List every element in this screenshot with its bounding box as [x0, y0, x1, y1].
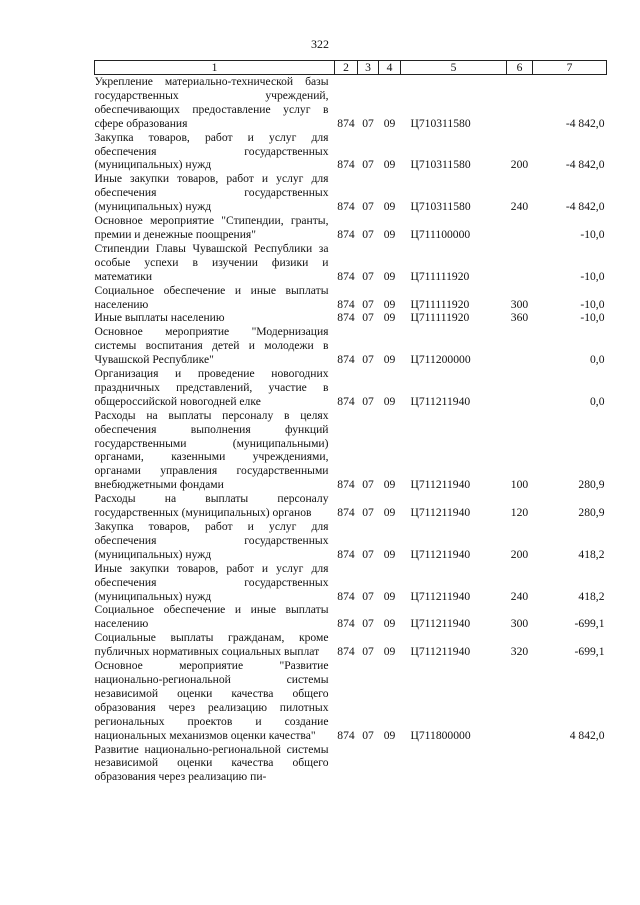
- razdel-cell: 07: [362, 269, 374, 283]
- razdel-cell: 07: [362, 547, 374, 561]
- amount-cell: -10,0: [580, 297, 605, 311]
- podrazdel-cell: 09: [383, 158, 396, 172]
- target-article-cell: Ц711800000: [410, 728, 471, 742]
- amount-cell: -699,1: [574, 617, 605, 631]
- expense-type-cell: 200: [510, 158, 529, 172]
- glava-cell: 874: [337, 158, 355, 172]
- podrazdel-cell: 09: [383, 589, 396, 603]
- row-name-cell: Укрепление материально-технической базы государственных учреждений, обеспечивающих предоставление услуг в сфере образования: [94, 75, 329, 130]
- page-number: 322: [311, 37, 329, 51]
- expense-type-cell: [507, 325, 533, 367]
- podrazdel-cell: 09: [383, 200, 396, 214]
- podrazdel-cell: 09: [383, 547, 396, 561]
- row-name-cell: Расходы на выплаты персоналу государственных (муниципальных) органов: [94, 492, 329, 520]
- amount-cell: 418,2: [578, 547, 605, 561]
- glava-cell: 874: [337, 589, 355, 603]
- razdel-cell: [358, 743, 379, 785]
- podrazdel-cell: 09: [383, 269, 396, 283]
- expense-type-cell: 120: [510, 506, 529, 520]
- table-row: [95, 131, 607, 173]
- amount-cell: 418,2: [578, 589, 605, 603]
- target-article-cell: Ц711211940: [410, 617, 471, 631]
- glava-cell: 874: [337, 353, 355, 367]
- table-row: [95, 311, 607, 325]
- glava-cell: 874: [337, 269, 355, 283]
- amount-cell: 280,9: [578, 506, 605, 520]
- glava-cell: 874: [337, 728, 355, 742]
- row-name-cell: Основное мероприятие "Развитие национально-региональной системы независимой оценки качества общего образования через реализацию пилотных региональных проектов и создание национальных механизмов оценки качества": [94, 659, 329, 742]
- row-name-cell: Развитие национально-региональной системы независимой оценки качества общего образования через реализацию пи-: [94, 742, 329, 784]
- column-header: 1: [95, 61, 335, 75]
- podrazdel-cell: 09: [383, 311, 396, 325]
- expense-type-cell: [507, 214, 533, 242]
- razdel-cell: 07: [362, 158, 374, 172]
- column-header: 5: [401, 61, 507, 75]
- razdel-cell: 07: [362, 353, 374, 367]
- table-row: [95, 743, 607, 785]
- column-header: 2: [335, 61, 358, 75]
- expense-type-cell: 360: [510, 311, 529, 325]
- glava-cell: 874: [337, 394, 355, 408]
- table-row: [95, 492, 607, 520]
- column-header: 7: [533, 61, 607, 75]
- row-name-cell: Социальное обеспечение и иные выплаты населению: [94, 603, 329, 631]
- table-row: [95, 284, 607, 312]
- amount-cell: 0,0: [590, 353, 605, 367]
- expense-type-cell: [507, 367, 533, 409]
- column-header: 4: [379, 61, 401, 75]
- glava-cell: 874: [337, 506, 355, 520]
- glava-cell: 874: [337, 617, 355, 631]
- razdel-cell: 07: [362, 728, 374, 742]
- row-name-cell: Основное мероприятие "Стипендии, гранты, премии и денежные поощрения": [94, 214, 329, 241]
- row-name-cell: Закупка товаров, работ и услуг для обеспечения государственных (муниципальных) нужд: [94, 520, 329, 561]
- expense-type-cell: [507, 75, 533, 131]
- row-name-cell: Расходы на выплаты персоналу в целях обеспечения выполнения функций государственными (муниципальными) органами, казенными учреждениями, органами управления государственными внебюджетными фондами: [94, 408, 329, 492]
- amount-cell: -699,1: [574, 645, 605, 659]
- expense-type-cell: 300: [510, 617, 529, 631]
- target-article-cell: Ц710311580: [410, 158, 471, 172]
- row-name-cell: Социальное обеспечение и иные выплаты населению: [94, 283, 329, 311]
- target-article-cell: Ц711211940: [410, 547, 471, 561]
- razdel-cell: 07: [362, 506, 374, 520]
- table-row: [95, 562, 607, 604]
- glava-cell: 874: [337, 311, 355, 325]
- expense-type-cell: 200: [510, 547, 529, 561]
- amount-cell: -4 842,0: [565, 200, 605, 214]
- glava-cell: 874: [337, 547, 355, 561]
- podrazdel-cell: 09: [383, 506, 396, 520]
- target-article-cell: Ц711111920: [410, 269, 470, 283]
- expense-type-cell: [507, 743, 533, 785]
- target-article-cell: Ц711211940: [410, 506, 471, 520]
- table-row: [95, 631, 607, 659]
- podrazdel-cell: 09: [383, 227, 396, 241]
- razdel-cell: 07: [362, 394, 374, 408]
- row-name-cell: Организация и проведение новогодних праздничных представлений, участие в общероссийской новогодней елке: [94, 367, 329, 408]
- table-row: [95, 172, 607, 214]
- table-row: [95, 659, 607, 742]
- razdel-cell: 07: [362, 478, 374, 492]
- target-article-cell: Ц711111920: [410, 311, 470, 325]
- row-name-cell: Стипендии Главы Чувашской Республики за особые успехи в изучении физики и математики: [94, 241, 329, 283]
- table-row: [95, 214, 607, 242]
- glava-cell: 874: [337, 297, 355, 311]
- row-name-cell: Основное мероприятие "Модернизация системы воспитания детей и молодежи в Чувашской Республике": [94, 325, 329, 367]
- table-row: [95, 520, 607, 562]
- expense-type-cell: 240: [510, 200, 529, 214]
- amount-cell: 280,9: [578, 478, 605, 492]
- table-row: [95, 242, 607, 284]
- amount-cell: 0,0: [590, 394, 605, 408]
- target-article-cell: [401, 743, 507, 785]
- podrazdel-cell: 09: [383, 478, 396, 492]
- table-row: [95, 325, 607, 367]
- expense-type-cell: 100: [510, 478, 529, 492]
- razdel-cell: 07: [362, 227, 374, 241]
- podrazdel-cell: 09: [383, 297, 396, 311]
- razdel-cell: 07: [362, 617, 374, 631]
- podrazdel-cell: 09: [383, 728, 396, 742]
- target-article-cell: Ц710311580: [410, 200, 471, 214]
- target-article-cell: Ц711111920: [410, 297, 470, 311]
- podrazdel-cell: 09: [383, 617, 396, 631]
- target-article-cell: Ц711211940: [410, 478, 471, 492]
- row-name-cell: Иные закупки товаров, работ и услуг для обеспечения государственных (муниципальных) нужд: [94, 561, 329, 603]
- razdel-cell: 07: [362, 311, 374, 325]
- table-row: [95, 75, 607, 131]
- podrazdel-cell: 09: [383, 394, 396, 408]
- amount-cell: 4 842,0: [569, 728, 605, 742]
- row-name-cell: Иные выплаты населению: [94, 311, 225, 325]
- target-article-cell: Ц711211940: [410, 645, 471, 659]
- glava-cell: 874: [337, 116, 355, 130]
- glava-cell: 874: [337, 478, 355, 492]
- column-header: 3: [358, 61, 379, 75]
- glava-cell: [335, 743, 358, 785]
- target-article-cell: Ц711200000: [410, 353, 471, 367]
- budget-table: [94, 60, 607, 784]
- podrazdel-cell: 09: [383, 116, 396, 130]
- podrazdel-cell: 09: [383, 645, 396, 659]
- razdel-cell: 07: [362, 116, 374, 130]
- razdel-cell: 07: [362, 200, 374, 214]
- amount-cell: [533, 743, 607, 785]
- glava-cell: 874: [337, 200, 355, 214]
- glava-cell: 874: [337, 227, 355, 241]
- amount-cell: -10,0: [580, 227, 605, 241]
- table-row: [95, 603, 607, 631]
- razdel-cell: 07: [362, 589, 374, 603]
- expense-type-cell: 320: [510, 645, 529, 659]
- expense-type-cell: 240: [510, 589, 529, 603]
- glava-cell: 874: [337, 645, 355, 659]
- expense-type-cell: [507, 242, 533, 284]
- razdel-cell: 07: [362, 297, 374, 311]
- row-name-cell: Социальные выплаты гражданам, кроме публичных нормативных социальных выплат: [94, 631, 329, 659]
- expense-type-cell: [507, 659, 533, 742]
- razdel-cell: 07: [362, 645, 374, 659]
- table-header-row: [95, 61, 607, 75]
- target-article-cell: Ц711100000: [410, 227, 471, 241]
- table-row: [95, 367, 607, 409]
- table-row: [95, 409, 607, 492]
- amount-cell: -10,0: [580, 269, 605, 283]
- amount-cell: -10,0: [580, 311, 605, 325]
- amount-cell: -4 842,0: [565, 158, 605, 172]
- expense-type-cell: 300: [510, 297, 529, 311]
- amount-cell: -4 842,0: [565, 116, 605, 130]
- target-article-cell: Ц710311580: [410, 116, 471, 130]
- podrazdel-cell: 09: [383, 353, 396, 367]
- row-name-cell: Иные закупки товаров, работ и услуг для обеспечения государственных (муниципальных) нужд: [94, 172, 329, 214]
- target-article-cell: Ц711211940: [410, 589, 471, 603]
- column-header: 6: [507, 61, 533, 75]
- podrazdel-cell: [379, 743, 401, 785]
- target-article-cell: Ц711211940: [410, 394, 471, 408]
- row-name-cell: Закупка товаров, работ и услуг для обеспечения государственных (муниципальных) нужд: [94, 130, 329, 172]
